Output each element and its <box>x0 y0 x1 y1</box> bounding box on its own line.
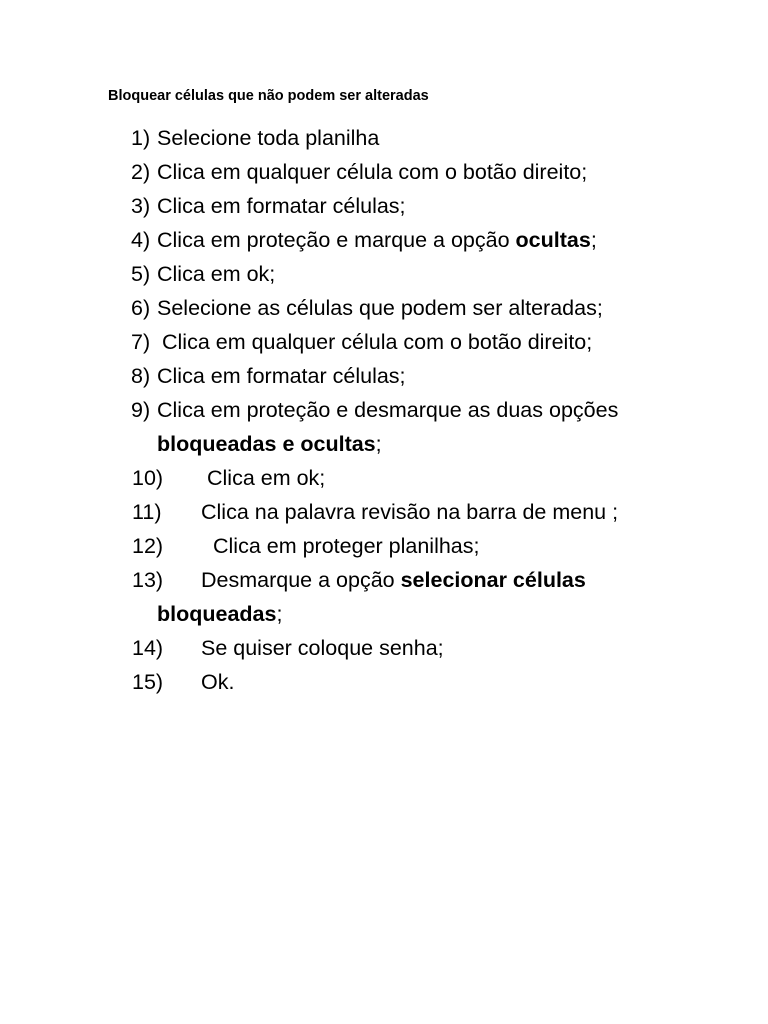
step-text-continuation <box>157 427 382 461</box>
list-item <box>0 155 768 189</box>
step-text: Clica em qualquer célula com o botão direito; <box>157 160 588 184</box>
step-text: Clica em ok; <box>207 466 326 490</box>
step-number: 4) <box>131 228 151 252</box>
step-text-part: ; <box>276 602 283 626</box>
step-number: 7) <box>131 330 151 354</box>
list-item <box>0 563 768 597</box>
step-number: 1) <box>131 126 151 150</box>
step-number: 5) <box>131 262 151 286</box>
document-title: Bloquear células que não podem ser alteradas <box>108 88 429 104</box>
step-number: 8) <box>131 364 151 388</box>
step-text <box>157 223 597 257</box>
list-item <box>0 325 768 359</box>
step-text: Clica em proteger planilhas; <box>213 534 480 558</box>
step-number: 13) <box>132 568 164 592</box>
step-text <box>201 563 586 597</box>
list-item-continuation <box>0 597 768 631</box>
step-text-part: ; <box>375 432 382 456</box>
step-text: Clica em formatar células; <box>157 194 406 218</box>
step-number: 14) <box>132 636 164 660</box>
step-text-part: Clica em proteção e marque a opção <box>157 228 516 252</box>
step-text: Selecione toda planilha <box>157 126 380 150</box>
list-item <box>0 665 768 699</box>
step-text: Se quiser coloque senha; <box>201 636 444 660</box>
step-text: Clica em ok; <box>157 262 276 286</box>
list-item <box>0 257 768 291</box>
step-number: 10) <box>132 466 164 490</box>
step-text-part: ; <box>590 228 597 252</box>
list-item <box>0 529 768 563</box>
step-text-part: Desmarque a opção <box>201 568 401 592</box>
steps-list <box>0 121 768 699</box>
list-item <box>0 495 768 529</box>
step-text-bold: bloqueadas <box>157 602 277 626</box>
list-item <box>0 393 768 427</box>
step-number: 2) <box>131 160 151 184</box>
list-item <box>0 291 768 325</box>
step-text-bold: selecionar células <box>400 568 586 592</box>
step-number: 12) <box>132 534 164 558</box>
step-number: 11) <box>132 500 162 524</box>
list-item-continuation <box>0 427 768 461</box>
step-text: Clica em proteção e desmarque as duas opções <box>157 398 619 422</box>
list-item <box>0 359 768 393</box>
step-number: 6) <box>131 296 151 320</box>
step-text-bold: ocultas <box>515 228 591 252</box>
step-number: 15) <box>132 670 164 694</box>
list-item <box>0 631 768 665</box>
list-item <box>0 121 768 155</box>
step-text: Clica em qualquer célula com o botão direito; <box>162 330 593 354</box>
step-text-continuation <box>157 597 282 631</box>
step-number: 3) <box>131 194 151 218</box>
step-text: Ok. <box>201 670 235 694</box>
list-item <box>0 461 768 495</box>
step-number: 9) <box>131 398 151 422</box>
list-item <box>0 189 768 223</box>
list-item <box>0 223 768 257</box>
step-text-bold: bloqueadas e ocultas <box>157 432 376 456</box>
step-text: Clica na palavra revisão na barra de menu ; <box>201 500 619 524</box>
step-text: Clica em formatar células; <box>157 364 406 388</box>
step-text: Selecione as células que podem ser alteradas; <box>157 296 603 320</box>
